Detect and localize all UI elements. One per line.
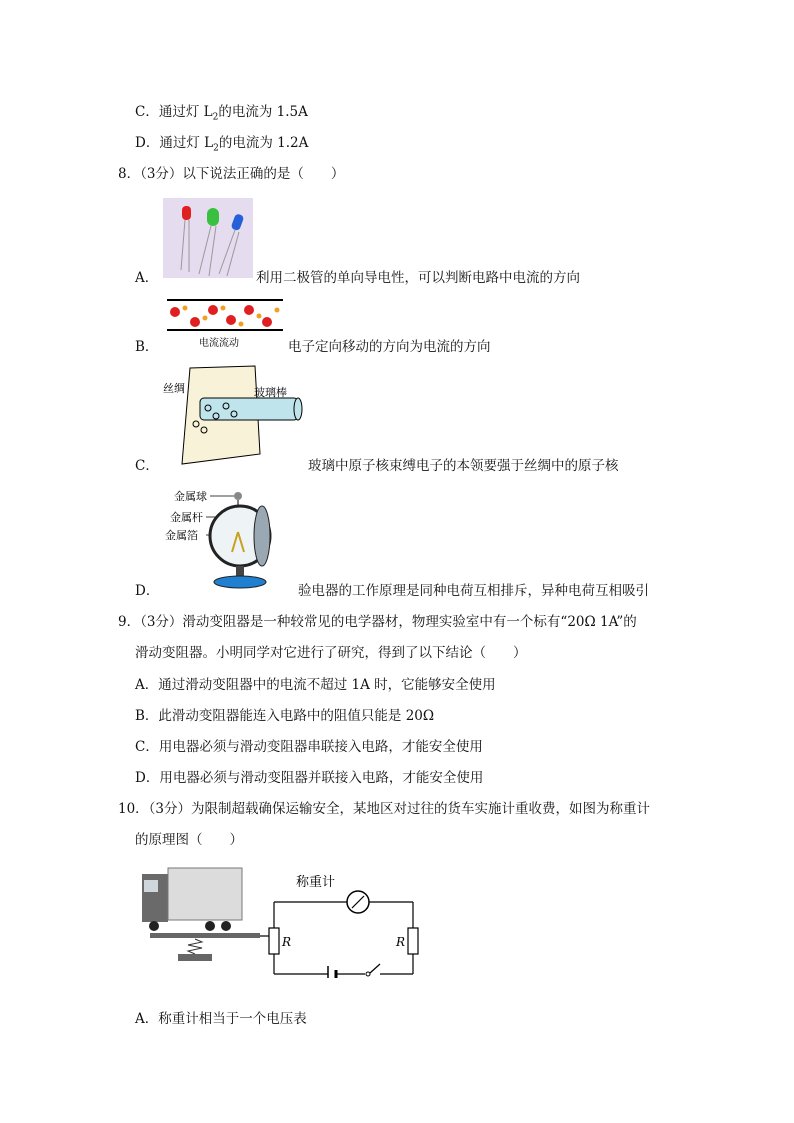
q7-c-suffix: 的电流为 1.5A bbox=[218, 104, 308, 120]
q7-d-sub: 2 bbox=[213, 143, 219, 154]
truck-box bbox=[168, 868, 242, 920]
glass-rod-label: 玻璃棒 bbox=[254, 386, 287, 399]
current-flow-label: 电流流动 bbox=[199, 338, 239, 349]
q8-b-text: 电子定向移动的方向为电流的方向 bbox=[288, 339, 491, 355]
q8-a-text: 利用二极管的单向导电性，可以判断电路中电流的方向 bbox=[256, 270, 580, 286]
q7-d-suffix: 的电流为 1.2A bbox=[218, 135, 309, 151]
q7-option-d bbox=[135, 134, 308, 158]
q8-a-letter: A． bbox=[135, 270, 159, 286]
q10-stem-line1: 10．（3分）为限制超载确保运输安全，某地区对过往的货车实施计重收费，如图为称重计 bbox=[118, 801, 651, 817]
resistor-label: R bbox=[396, 935, 406, 949]
silk-glass-rod-image bbox=[160, 364, 310, 470]
metal-rod-label: 金属杆 bbox=[170, 511, 203, 524]
meter-label: 称重计 bbox=[296, 875, 336, 890]
rheostat-label: R bbox=[282, 935, 292, 949]
silk-label: 丝绸 bbox=[163, 382, 185, 395]
q8-d-text: 验电器的工作原理是同种电荷互相排斥，异种电荷互相吸引 bbox=[298, 583, 649, 599]
q7-d-prefix: D．通过灯 L bbox=[135, 135, 214, 151]
q8-c-text: 玻璃中原子核束缚电子的本领要强于丝绸中的原子核 bbox=[308, 458, 619, 474]
led-diodes-image bbox=[163, 198, 253, 278]
weighing-circuit-diagram bbox=[140, 866, 420, 978]
q8-stem: 8．（3分）以下说法正确的是（ ） bbox=[118, 166, 345, 182]
q8-c-letter: C． bbox=[135, 458, 159, 474]
q9-stem-line2: 滑动变阻器。小明同学对它进行了研究，得到了以下结论（ ） bbox=[135, 645, 527, 661]
metal-foil-label: 金属箔 bbox=[165, 529, 198, 542]
q9-option-b: B．此滑动变阻器能连入电路中的阻值只能是 20Ω bbox=[135, 708, 435, 724]
q9-option-d: D．用电器必须与滑动变阻器并联接入电路，才能安全使用 bbox=[135, 770, 484, 786]
q8-d-letter: D． bbox=[135, 583, 160, 599]
q10-option-a: A．称重计相当于一个电压表 bbox=[135, 1011, 307, 1027]
metal-ball-label: 金属球 bbox=[174, 490, 207, 503]
q10-stem-line2: 的原理图（ ） bbox=[135, 832, 243, 848]
electron-flow-image bbox=[165, 296, 285, 352]
q7-c-prefix: C．通过灯 L bbox=[135, 104, 213, 120]
q9-option-c: C．用电器必须与滑动变阻器串联接入电路，才能安全使用 bbox=[135, 739, 483, 755]
q7-c-sub: 2 bbox=[212, 112, 219, 123]
q7-option-c bbox=[135, 103, 308, 127]
q9-stem-line1: 9．（3分）滑动变阻器是一种较常见的电学器材，物理实验室中有一个标有“20Ω 1A”的 bbox=[118, 614, 637, 630]
electroscope-image bbox=[160, 486, 285, 596]
q9-option-a: A．通过滑动变阻器中的电流不超过 1A 时，它能够安全使用 bbox=[135, 677, 496, 693]
q8-b-letter: B． bbox=[135, 339, 159, 355]
